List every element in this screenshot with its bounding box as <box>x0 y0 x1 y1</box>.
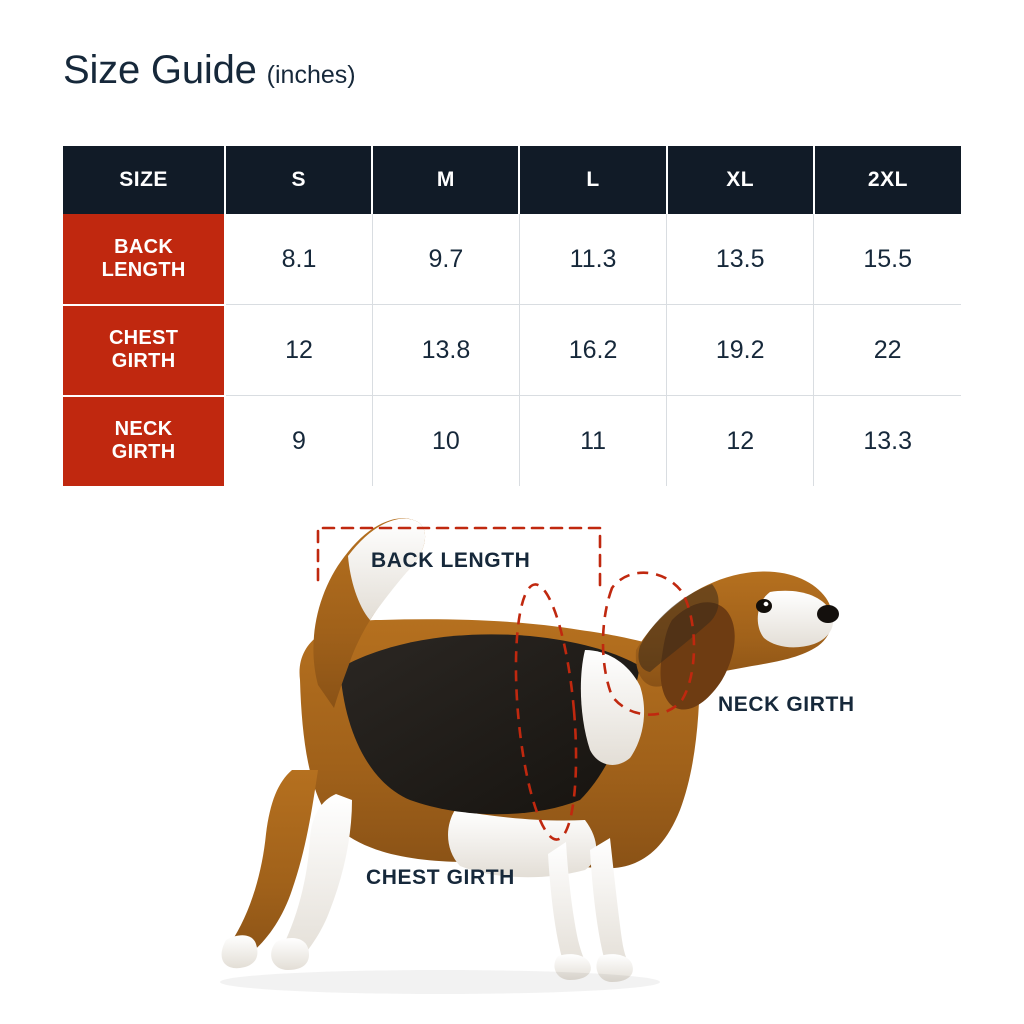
column-header-size: SIZE <box>63 146 225 214</box>
page-title-unit: (inches) <box>266 61 356 89</box>
page-title-text: Size Guide <box>63 48 257 92</box>
row-label-back-length <box>63 214 225 305</box>
cell-back-length-l: 11.3 <box>519 214 666 305</box>
row-label-line-1: BACK <box>114 235 174 258</box>
row-label-line-2: GIRTH <box>111 350 176 372</box>
row-label-line-2: LENGTH <box>101 258 186 281</box>
cell-neck-girth-m: 10 <box>372 396 519 487</box>
cell-back-length-2xl: 15.5 <box>814 214 961 305</box>
table-row <box>63 214 961 305</box>
annotation-back-length: BACK LENGTH <box>371 549 531 572</box>
dog-eye <box>756 599 772 613</box>
row-label-line-1: NECK <box>114 418 173 441</box>
cell-neck-girth-2xl: 13.3 <box>814 396 961 487</box>
dog-eye-highlight <box>764 602 769 606</box>
cell-chest-girth-l: 16.2 <box>519 305 666 396</box>
cell-chest-girth-2xl: 22 <box>814 305 961 396</box>
table-row <box>63 305 961 396</box>
cell-chest-girth-m: 13.8 <box>372 305 519 396</box>
cell-back-length-m: 9.7 <box>372 214 519 305</box>
annotation-neck-girth: NECK GIRTH <box>718 693 855 716</box>
cell-neck-girth-l: 11 <box>519 396 666 487</box>
table-header-row <box>63 146 961 214</box>
ground-shadow <box>220 970 660 994</box>
cell-chest-girth-xl: 19.2 <box>667 305 814 396</box>
measurement-illustration <box>0 470 1024 1024</box>
annotation-chest-girth: CHEST GIRTH <box>366 866 515 889</box>
dog-rear-paw-near <box>271 938 309 970</box>
row-label-line-1: CHEST <box>108 327 179 349</box>
dog-rear-paw-far <box>222 935 258 968</box>
dog-nose <box>817 605 839 623</box>
page-title <box>63 48 356 93</box>
column-header-xl: XL <box>667 146 814 214</box>
cell-back-length-s: 8.1 <box>225 214 372 305</box>
column-header-m: M <box>372 146 519 214</box>
cell-chest-girth-s: 12 <box>225 305 372 396</box>
row-label-line-2: GIRTH <box>111 441 176 464</box>
table-header <box>63 146 961 214</box>
cell-neck-girth-s: 9 <box>225 396 372 487</box>
cell-neck-girth-xl: 12 <box>667 396 814 487</box>
cell-back-length-xl: 13.5 <box>667 214 814 305</box>
table-body <box>63 214 961 486</box>
column-header-l: L <box>519 146 666 214</box>
column-header-s: S <box>225 146 372 214</box>
size-guide-table <box>63 146 961 486</box>
column-header-2xl: 2XL <box>814 146 961 214</box>
row-label-chest-girth <box>63 305 225 396</box>
